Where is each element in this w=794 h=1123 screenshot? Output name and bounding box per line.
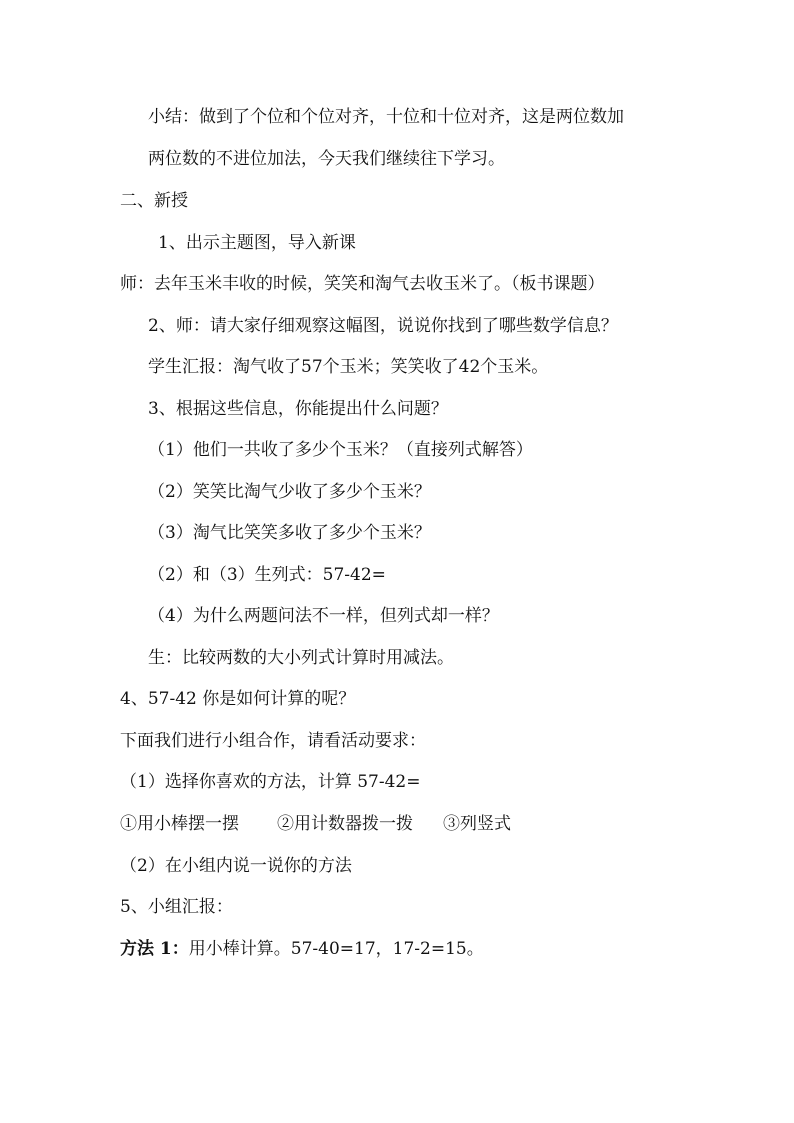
requirement-1: （1）选择你喜欢的方法，计算 57-42= — [120, 772, 421, 792]
question-4: （4）为什么两题问法不一样，但列式却一样？ — [148, 606, 499, 626]
step-5: 5、小组汇报： — [120, 897, 233, 917]
equation-line: （2）和（3）生列式：57-42= — [148, 565, 386, 585]
student-report: 学生汇报：淘气收了57个玉米；笑笑收了42个玉米。 — [148, 357, 549, 377]
option-counter: ②用计数器拨一拨 — [277, 814, 413, 834]
step-2: 2、师：请大家仔细观察这幅图，说说你找到了哪些数学信息？ — [148, 316, 618, 336]
step-3: 3、根据这些信息，你能提出什么问题？ — [148, 399, 448, 419]
question-2: （2）笑笑比淘气少收了多少个玉米？ — [148, 482, 431, 502]
requirement-2: （2）在小组内说一说你的方法 — [120, 856, 352, 876]
option-sticks: ①用小棒摆一摆 — [120, 814, 239, 834]
summary-line-2: 两位数的不进位加法，今天我们继续往下学习。 — [148, 149, 505, 169]
step-4: 4、57-42 你是如何计算的呢？ — [120, 689, 356, 709]
option-vertical: ③列竖式 — [443, 814, 511, 834]
teacher-line: 师：去年玉米丰收的时候，笑笑和淘气去收玉米了。（板书课题） — [120, 274, 605, 294]
step-1: 1、出示主题图，导入新课 — [158, 233, 356, 253]
method-1-text: 用小棒计算。57-40=17，17-2=15。 — [188, 939, 484, 959]
summary-line-1: 小结：做到了个位和个位对齐，十位和十位对齐，这是两位数加 — [148, 107, 624, 127]
section-heading-new-lesson: 二、新授 — [120, 191, 188, 211]
question-3: （3）淘气比笑笑多收了多少个玉米？ — [148, 523, 431, 543]
group-work-intro: 下面我们进行小组合作，请看活动要求： — [120, 731, 426, 751]
question-1: （1）他们一共收了多少个玉米？（直接列式解答） — [148, 440, 533, 460]
method-1-line — [120, 938, 484, 960]
method-1-label: 方法 1： — [120, 939, 189, 959]
student-answer: 生：比较两数的大小列式计算时用减法。 — [148, 648, 454, 668]
